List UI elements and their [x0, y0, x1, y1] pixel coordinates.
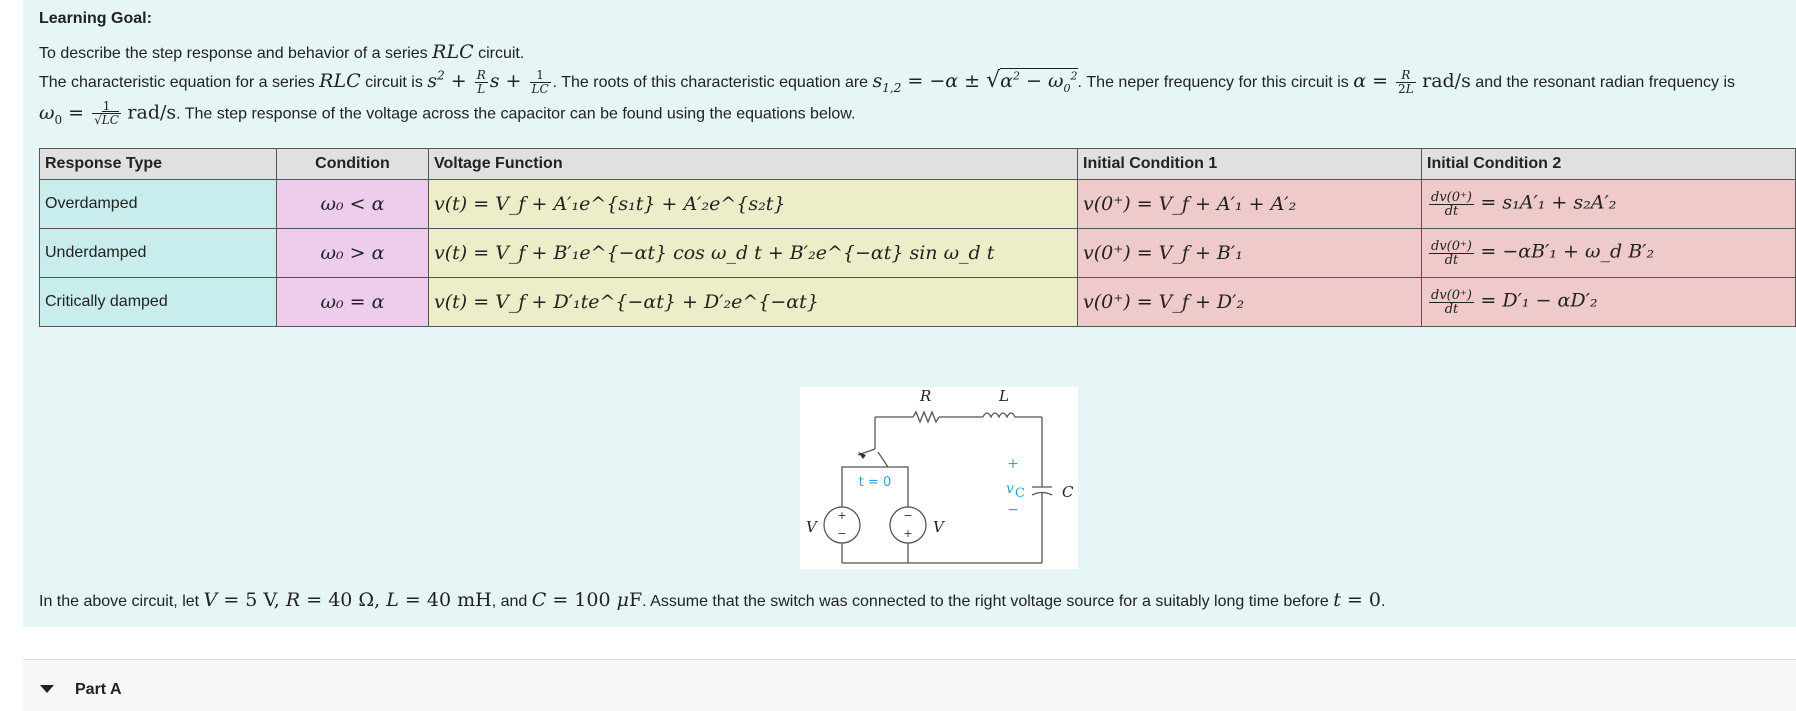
rlc-symbol: RLC: [432, 41, 474, 63]
paragraph-line-2: [39, 100, 855, 127]
step-response-table: [39, 148, 1796, 327]
cell-voltage-function: v(t) = V_f + A′₁e^{s₁t} + A′₂e^{s₂t}: [429, 180, 1078, 229]
cell-initial-condition-2: [1422, 278, 1796, 327]
rlc-symbol-2: RLC: [319, 70, 361, 92]
inductor-label: L: [999, 387, 1009, 405]
para-text-3: . The roots of this characteristic equation are: [552, 74, 869, 91]
vc-plus: +: [1007, 456, 1019, 472]
rlc-circuit-diagram: [800, 387, 1078, 569]
cell-initial-condition-1: v(0⁺) = V_f + B′₁: [1078, 229, 1422, 278]
problem-text-3: . Assume that the switch was connected to the right voltage source for a suitably long time before: [642, 593, 1329, 610]
part-a-label[interactable]: Part A: [75, 681, 122, 698]
problem-text-4: .: [1380, 593, 1386, 610]
cell-condition: ω₀ = α: [277, 278, 429, 327]
problem-statement: In the above circuit, let V = 5 V, R = 40 Ω, L = 40 mH, and C = 100 μF. Assume that the switch was connected to the right voltage source for a suitably long time before t = 0.: [39, 589, 1386, 611]
para-text-2: circuit is: [365, 74, 423, 91]
header-condition: Condition: [277, 149, 429, 180]
left-source-label: V: [806, 518, 817, 536]
deriv-denominator: dt: [1444, 252, 1459, 268]
learning-goal-description: [39, 41, 524, 63]
rad-s-unit-1: rad/s: [1422, 70, 1471, 92]
cell-voltage-function: v(t) = V_f + D′₁te^{−αt} + D′₂e^{−αt}: [429, 278, 1078, 327]
collapse-triangle-icon[interactable]: [40, 685, 54, 693]
resonant-equation: $\omega_0$ = $\frac{1}{√LC}$: [39, 99, 119, 127]
desc-suffix: circuit.: [478, 45, 525, 62]
given-values: V: [203, 589, 218, 611]
header-response-type: Response Type: [40, 149, 277, 180]
left-source-minus: −: [837, 527, 847, 540]
right-source-label: V: [933, 518, 944, 536]
para-text-5: and the resonant radian frequency is: [1475, 74, 1736, 91]
cell-initial-condition-1: v(0⁺) = V_f + A′₁ + A′₂: [1078, 180, 1422, 229]
para-text-1: The characteristic equation for a series: [39, 74, 315, 91]
header-initial-condition-1: Initial Condition 1: [1078, 149, 1422, 180]
roots-equation: $s_{1,2} = -\alpha \pm √\alpha^2 - \omega_0^2$: [872, 68, 1078, 95]
cell-condition: ω₀ < α: [277, 180, 429, 229]
deriv-denominator: dt: [1444, 203, 1459, 219]
header-voltage-function: Voltage Function: [429, 149, 1078, 180]
problem-text-1: In the above circuit, let: [39, 593, 200, 610]
rad-s-unit-2: rad/s: [127, 101, 177, 124]
vc-minus: −: [1007, 502, 1019, 518]
para-text-6: . The step response of the voltage across the capacitor can be found using the equations below.: [176, 105, 856, 123]
learning-goal-title: Learning Goal:: [39, 10, 152, 27]
char-equation: $s^2$ + $\frac{R}{L}$ s + $\frac{1}{LC}$: [427, 67, 549, 96]
cell-voltage-function: v(t) = V_f + B′₁e^{−αt} cos ω_d t + B′₂e^{−αt} sin ω_d t: [429, 229, 1078, 278]
ic2-expression: = s₁A′₁ + s₂A′₂: [1480, 191, 1617, 214]
cell-condition: ω₀ > α: [277, 229, 429, 278]
deriv-denominator: dt: [1444, 301, 1459, 317]
capacitor-label: C: [1062, 483, 1074, 501]
right-source-minus: −: [903, 509, 913, 522]
desc-prefix: To describe the step response and behavior of a series: [39, 45, 428, 62]
neper-equation: α = $\frac{R}{2L}$: [1353, 67, 1414, 96]
problem-text-2: , and: [491, 593, 528, 610]
para-text-4: . The neper frequency for this circuit is: [1077, 74, 1349, 91]
cell-initial-condition-2: [1422, 180, 1796, 229]
deriv-numerator: dv(0⁺): [1431, 287, 1472, 303]
switch-time-label: t = 0: [858, 475, 892, 490]
cell-response-type: Overdamped: [40, 180, 277, 229]
cell-initial-condition-2: [1422, 229, 1796, 278]
table-row: [40, 278, 1796, 327]
deriv-numerator: dv(0⁺): [1431, 189, 1472, 205]
circuit-svg: [800, 387, 1078, 569]
cell-initial-condition-1: v(0⁺) = V_f + D′₂: [1078, 278, 1422, 327]
paragraph-line-1: [39, 68, 1735, 96]
left-source-plus: +: [837, 509, 847, 522]
table-row: [40, 229, 1796, 278]
table-header-row: [40, 149, 1796, 180]
header-initial-condition-2: Initial Condition 2: [1422, 149, 1796, 180]
vc-label: v: [1006, 481, 1014, 497]
right-source-plus: +: [903, 527, 913, 540]
ic2-expression: = D′₁ − αD′₂: [1480, 289, 1598, 312]
deriv-numerator: dv(0⁺): [1431, 238, 1472, 254]
cell-response-type: Underdamped: [40, 229, 277, 278]
cell-response-type: Critically damped: [40, 278, 277, 327]
vc-subscript: C: [1015, 486, 1025, 501]
part-a-header[interactable]: [23, 660, 1796, 711]
resistor-label: R: [920, 387, 932, 405]
table-row: [40, 180, 1796, 229]
ic2-expression: = −αB′₁ + ω_d B′₂: [1480, 240, 1655, 263]
